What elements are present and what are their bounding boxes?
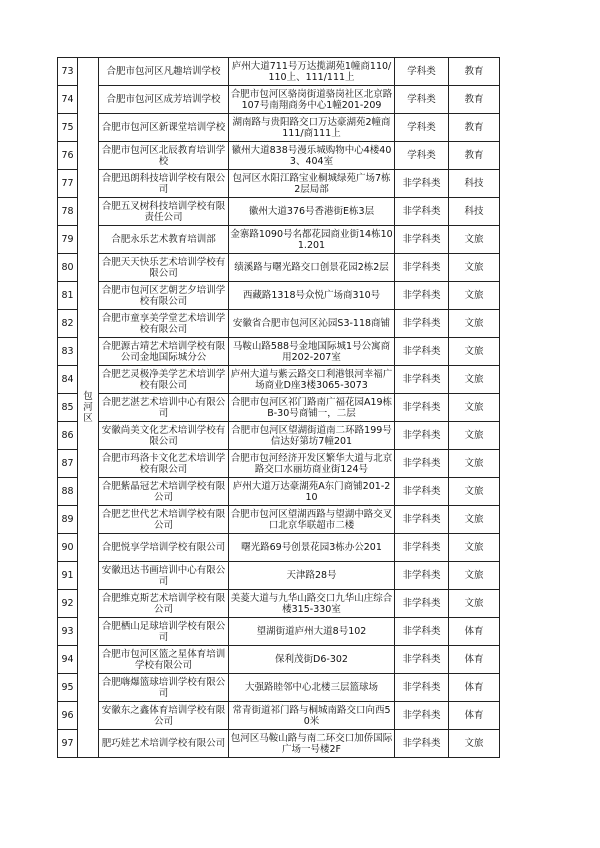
row-number-cell: 96 [58,702,78,730]
institution-address-cell: 曙光路69号创景花园3栋办公201 [229,534,395,562]
row-number-cell: 91 [58,562,78,590]
table-row [58,58,500,86]
institution-address-cell: 庐州大道711号万达揽湖苑1幢商110/110上、111/111上 [229,58,395,86]
row-number-cell: 95 [58,674,78,702]
institution-name-cell: 合肥悦享学培训学校有限公司 [99,534,229,562]
row-number-cell: 73 [58,58,78,86]
table-row [58,170,500,198]
table-row [58,478,500,506]
subject-type-cell: 非学科类 [395,506,449,534]
subject-type-cell: 非学科类 [395,394,449,422]
institution-address-cell: 安徽省合肥市包河区沁园S3-118商铺 [229,310,395,338]
subject-type-cell: 学科类 [395,114,449,142]
category-cell: 文旅 [449,506,500,534]
institution-name-cell: 合肥迅朗科技培训学校有限公司 [99,170,229,198]
table-row [58,86,500,114]
table-row [58,534,500,562]
category-cell: 教育 [449,114,500,142]
institution-address-cell: 合肥市包河区骆岗街道骆岗社区北京路107号南翔商务中心1幢201-209 [229,86,395,114]
institution-name-cell: 合肥市包河区篮之星体育培训学校有限公司 [99,646,229,674]
row-number-cell: 86 [58,422,78,450]
institution-address-cell: 庐州大道与紫云路交口利港银河幸福广场商业D座3楼3065-3073 [229,366,395,394]
table-row [58,450,500,478]
subject-type-cell: 非学科类 [395,366,449,394]
category-cell: 体育 [449,618,500,646]
institution-address-cell: 马鞍山路588号金地国际城1号公寓商用202-207室 [229,338,395,366]
institution-address-cell: 保利茂街D6-302 [229,646,395,674]
institution-name-cell: 安徽迅达书画培训中心有限公司 [99,562,229,590]
table-row [58,394,500,422]
institution-address-cell: 金寨路1090号名都花园商业街14栋101.201 [229,226,395,254]
subject-type-cell: 非学科类 [395,478,449,506]
category-cell: 文旅 [449,478,500,506]
table-row [58,646,500,674]
institution-name-cell: 合肥五叉树科技培训学校有限责任公司 [99,198,229,226]
subject-type-cell: 非学科类 [395,730,449,758]
category-cell: 文旅 [449,226,500,254]
institution-address-cell: 合肥市包河经济开发区繁华大道与北京路交口水丽坊商业街124号 [229,450,395,478]
subject-type-cell: 非学科类 [395,590,449,618]
row-number-cell: 78 [58,198,78,226]
row-number-cell: 76 [58,142,78,170]
subject-type-cell: 非学科类 [395,198,449,226]
category-cell: 文旅 [449,450,500,478]
row-number-cell: 79 [58,226,78,254]
institution-address-cell: 美菱大道与九华山路交口九华山庄综合楼315-330室 [229,590,395,618]
category-cell: 体育 [449,674,500,702]
institution-address-cell: 庐州大道万达豪湖苑A东门商铺201-210 [229,478,395,506]
institution-name-cell: 合肥艺世代艺术培训学校有限公司 [99,506,229,534]
subject-type-cell: 非学科类 [395,310,449,338]
institution-address-cell: 湖南路与贵阳路交口万达豪湖苑2幢商111/商111上 [229,114,395,142]
row-number-cell: 83 [58,338,78,366]
table-row [58,198,500,226]
subject-type-cell: 非学科类 [395,646,449,674]
subject-type-cell: 非学科类 [395,338,449,366]
institution-name-cell: 合肥市包河区凡趣培训学校 [99,58,229,86]
institution-name-cell: 合肥永乐艺术教育培训部 [99,226,229,254]
row-number-cell: 94 [58,646,78,674]
category-cell: 科技 [449,170,500,198]
category-cell: 文旅 [449,422,500,450]
category-cell: 教育 [449,142,500,170]
subject-type-cell: 非学科类 [395,254,449,282]
table-row [58,590,500,618]
category-cell: 文旅 [449,366,500,394]
category-cell: 文旅 [449,534,500,562]
table-row [58,674,500,702]
subject-type-cell: 非学科类 [395,562,449,590]
institution-name-cell: 肥巧娃艺术培训学校有限公司 [99,730,229,758]
row-number-cell: 89 [58,506,78,534]
institution-address-cell: 合肥市包河区祁门路南广福花园A19栋B-30号商铺一，二层 [229,394,395,422]
table-body [58,58,500,758]
table-row [58,114,500,142]
institution-name-cell: 合肥紫晶冠艺术培训学校有限公司 [99,478,229,506]
institution-address-cell: 常青街道祁门路与桐城南路交口向西50米 [229,702,395,730]
table-row [58,702,500,730]
institution-name-cell: 安徽尚美文化艺术培训学校有限公司 [99,422,229,450]
table-row [58,562,500,590]
category-cell: 文旅 [449,338,500,366]
row-number-cell: 81 [58,282,78,310]
category-cell: 教育 [449,86,500,114]
institution-name-cell: 合肥艺湛艺术培训中心有限公司 [99,394,229,422]
institution-name-cell: 合肥市包河区艺朝艺夕培训学校有限公司 [99,282,229,310]
row-number-cell: 75 [58,114,78,142]
institution-name-cell: 合肥维克斯艺术培训学校有限公司 [99,590,229,618]
row-number-cell: 88 [58,478,78,506]
row-number-cell: 77 [58,170,78,198]
institution-address-cell: 西藏路1318号众悦广场商310号 [229,282,395,310]
subject-type-cell: 学科类 [395,86,449,114]
district-cell: 包河区 [78,58,99,758]
category-cell: 体育 [449,702,500,730]
category-cell: 文旅 [449,730,500,758]
category-cell: 体育 [449,646,500,674]
institution-address-cell: 包河区水阳江路宝业桐城绿苑广场7栋2层局部 [229,170,395,198]
institution-address-cell: 望湖街道庐州大道8号102 [229,618,395,646]
institution-address-cell: 合肥市包河区望湖西路与望湖中路交叉口北京华联超市二楼 [229,506,395,534]
institution-address-cell: 天津路28号 [229,562,395,590]
category-cell: 文旅 [449,590,500,618]
subject-type-cell: 非学科类 [395,226,449,254]
category-cell: 文旅 [449,394,500,422]
subject-type-cell: 非学科类 [395,422,449,450]
table-row [58,422,500,450]
row-number-cell: 97 [58,730,78,758]
table-row [58,338,500,366]
institution-address-cell: 包河区马鞍山路与南二环交口加侨国际广场一号楼2F [229,730,395,758]
institution-address-cell: 徽州大道838号漫乐城购物中心4楼403、404室 [229,142,395,170]
subject-type-cell: 非学科类 [395,702,449,730]
table-row [58,282,500,310]
row-number-cell: 90 [58,534,78,562]
table-row [58,366,500,394]
institution-address-cell: 徽州大道376号香港街E栋3层 [229,198,395,226]
table-row [58,618,500,646]
subject-type-cell: 非学科类 [395,282,449,310]
table-row [58,226,500,254]
category-cell: 文旅 [449,310,500,338]
row-number-cell: 82 [58,310,78,338]
table-row [58,730,500,758]
table-row [58,254,500,282]
category-cell: 文旅 [449,254,500,282]
institution-address-cell: 绩溪路与曙光路交口创景花园2栋2层 [229,254,395,282]
row-number-cell: 85 [58,394,78,422]
category-cell: 文旅 [449,282,500,310]
table-row [58,310,500,338]
subject-type-cell: 学科类 [395,58,449,86]
row-number-cell: 74 [58,86,78,114]
subject-type-cell: 非学科类 [395,534,449,562]
row-number-cell: 84 [58,366,78,394]
category-cell: 文旅 [449,562,500,590]
subject-type-cell: 学科类 [395,142,449,170]
institution-name-cell: 合肥栖山足球培训学校有限公司 [99,618,229,646]
table-row [58,506,500,534]
institution-address-cell: 合肥市包河区望湖街道南二环路199号信达好第坊7幢201 [229,422,395,450]
institution-name-cell: 合肥市童享美学堂艺术培训学校有限公司 [99,310,229,338]
row-number-cell: 93 [58,618,78,646]
subject-type-cell: 非学科类 [395,674,449,702]
institution-name-cell: 合肥市包河区新课堂培训学校 [99,114,229,142]
subject-type-cell: 非学科类 [395,618,449,646]
institution-name-cell: 合肥源古靖艺术培训学校有限公司金地国际城分公 [99,338,229,366]
institution-name-cell: 合肥市包河区北辰教育培训学校 [99,142,229,170]
row-number-cell: 92 [58,590,78,618]
row-number-cell: 80 [58,254,78,282]
subject-type-cell: 非学科类 [395,170,449,198]
category-cell: 科技 [449,198,500,226]
category-cell: 教育 [449,58,500,86]
institution-name-cell: 合肥嗨爆篮球培训学校有限公司 [99,674,229,702]
institution-name-cell: 合肥市玛洛卡文化艺术培训学校有限公司 [99,450,229,478]
row-number-cell: 87 [58,450,78,478]
institution-name-cell: 合肥艺灵极净美学艺术培训学校有限公司 [99,366,229,394]
institution-name-cell: 合肥天天快乐艺术培训学校有限公司 [99,254,229,282]
institution-name-cell: 安徽东之鑫体育培训学校有限公司 [99,702,229,730]
institution-table [57,57,500,758]
subject-type-cell: 非学科类 [395,450,449,478]
institution-address-cell: 大强路睦邻中心北楼三层篮球场 [229,674,395,702]
institution-name-cell: 合肥市包河区成芳培训学校 [99,86,229,114]
table-row [58,142,500,170]
